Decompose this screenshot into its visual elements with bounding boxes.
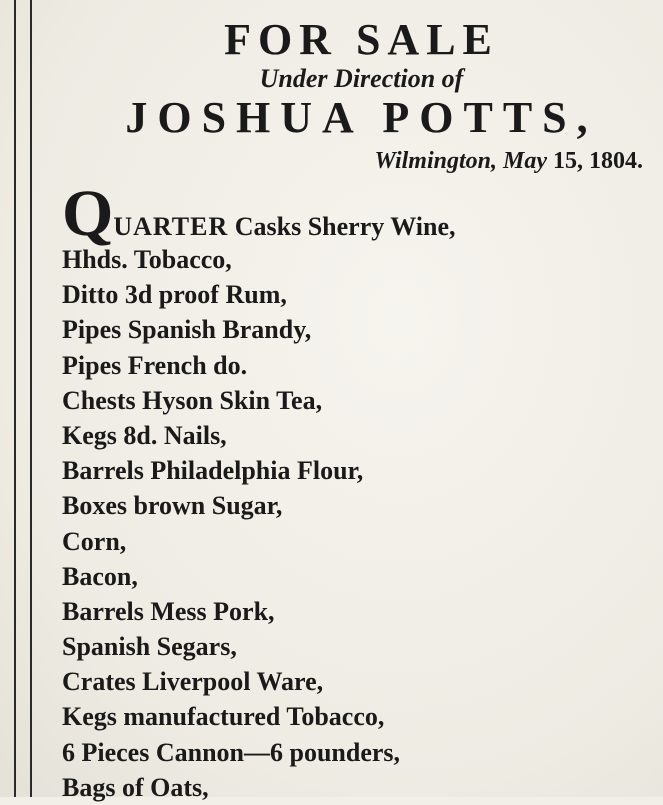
list-item: Pipes Spanish Brandy, <box>62 315 312 345</box>
first-item-rest: Casks Sherry Wine, <box>228 212 456 241</box>
ad-subtitle: Under Direction of <box>259 64 464 93</box>
list-item: 6 Pieces Cannon—6 pounders, <box>62 737 401 767</box>
list-item: Hhds. Tobacco, <box>62 245 232 274</box>
list-item: Kegs 8d. Nails, <box>62 420 227 450</box>
list-item: Pipes French do. <box>62 350 248 380</box>
list-item: Spanish Segars, <box>62 632 237 662</box>
column-rule-inner <box>30 0 32 797</box>
list-item: Crates Liverpool Ware, <box>62 667 324 697</box>
list-item: Barrels Philadelphia Flour, <box>62 456 364 486</box>
merchant-name: JOSHUA POTTS, <box>125 93 598 142</box>
list-item: Boxes brown Sugar, <box>62 491 283 521</box>
list-item: Barrels Mess Pork, <box>62 596 275 626</box>
list-item: Chests Hyson Skin Tea, <box>62 385 323 415</box>
column-rule-outer <box>14 0 16 797</box>
drop-cap: Q <box>62 177 114 250</box>
dateline <box>375 148 643 175</box>
goods-list <box>62 177 652 805</box>
list-item: Bacon, <box>62 561 138 591</box>
list-item: Ditto 3d proof Rum, <box>62 280 287 310</box>
list-item <box>62 177 652 250</box>
dateline-day-year: 15, 1804. <box>553 148 643 174</box>
ad-title: FOR SALE <box>224 15 499 64</box>
list-item: Bags of Oats, <box>62 772 209 802</box>
list-item: Corn, <box>62 526 127 556</box>
list-item: Kegs manufactured Tobacco, <box>62 702 385 732</box>
dateline-place: Wilmington, <box>374 148 497 174</box>
dateline-month: May <box>503 148 547 174</box>
first-item-caps: UARTER <box>113 212 229 241</box>
